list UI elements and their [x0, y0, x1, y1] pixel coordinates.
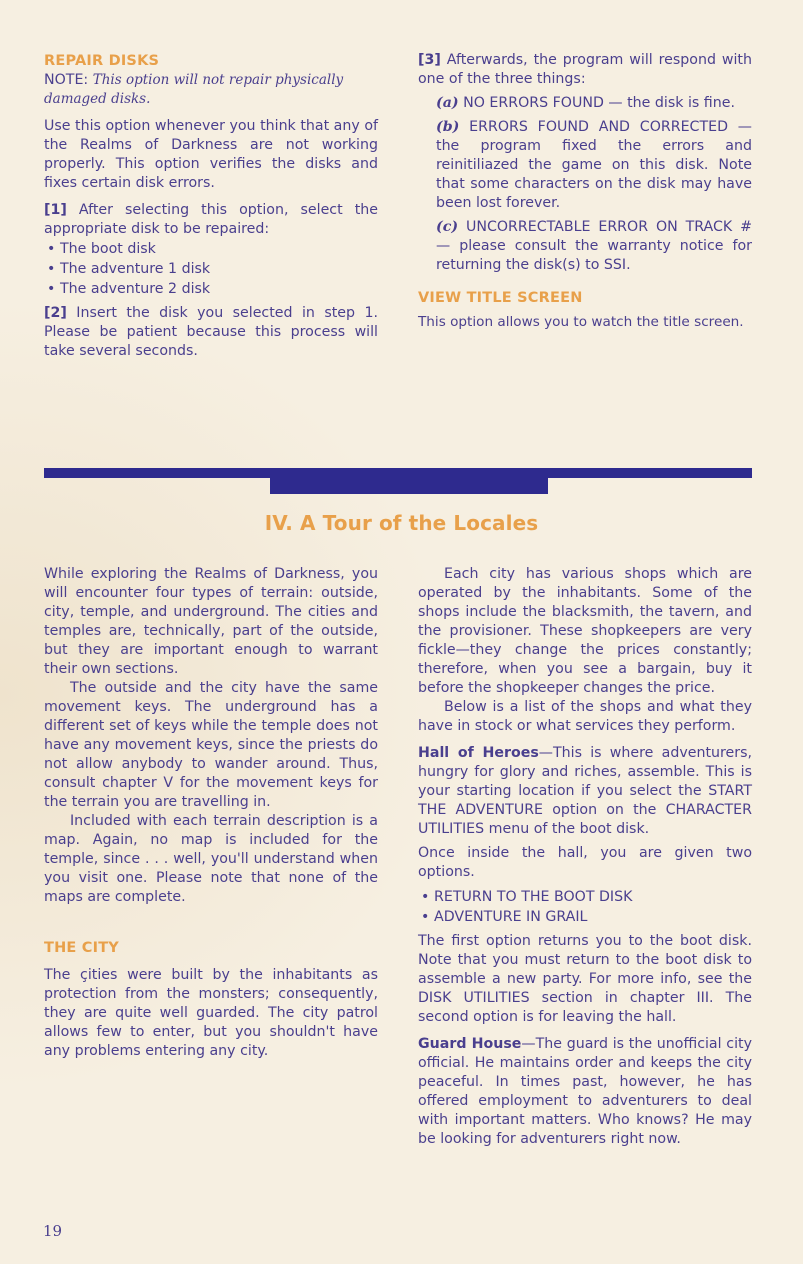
the-city-heading: THE CITY — [44, 940, 120, 956]
hall-options-list — [418, 887, 752, 927]
shops-paragraph-1: Each city has various shops which are operated by the inhabitants. Some of the shops include the blacksmith, the tavern, and the provisioner. These shopkeepers are very fickle—they change the prices constantly; therefore, when you see a bargain, buy it before the shopkeeper changes the price. — [418, 566, 752, 696]
intro-paragraph-1: While exploring the Realms of Darkness, you will encounter four types of terrain: outside, city, temple, and underground. The cities and temples are, technically, part of the outside, but they are important enough to warrant their own sections. — [44, 566, 378, 677]
step-1-text: After selecting this option, select the appropriate disk to be repaired: — [44, 202, 378, 237]
result-b-text: ERRORS FOUND AND CORRECTED — the program fixed the errors and reinitiliazed the game on this disk. Note that some characters on the disk may have been lost forever. — [436, 119, 752, 211]
the-city-text: The çities were built by the inhabitants as protection from the monsters; consequently, they are quite well guarded. The city patrol allows few to enter, but you shouldn't have any problems entering any city. — [44, 967, 378, 1059]
repair-intro: Use this option whenever you think that any of the Realms of Darkness are not working properly. This option verifies the disks and fixes certain disk errors. — [44, 118, 378, 191]
result-c-text: UNCORRECTABLE ERROR ON TRACK # — please consult the warranty notice for returning the disk(s) to SSI. — [436, 219, 752, 273]
repair-disks-heading: REPAIR DISKS — [44, 53, 160, 69]
step-2-label: [2] — [44, 305, 67, 321]
page-number: 19 — [43, 1222, 63, 1240]
intro-paragraph-3: Included with each terrain description is a map. Again, no map is included for the temple, since . . . well, you'll understand when you visit one. Please note that none of the maps are complete. — [44, 813, 378, 905]
note-text: This option will not repair physically damaged disks. — [44, 72, 344, 107]
hall-options-intro: Once inside the hall, you are given two options. — [418, 845, 752, 880]
hall-of-heroes-label: Hall of Heroes — [418, 745, 539, 761]
guard-house-entry — [418, 1035, 752, 1149]
hall-option-item: • ADVENTURE IN GRAIL — [418, 907, 752, 927]
note-label: NOTE: — [44, 72, 93, 88]
hall-options-explanation: The first option returns you to the boot disk. Note that you must return to the boot disk to assemble a new party. For more info, see the DISK UTILITIES section in chapter III. The second option is for leaving the hall. — [418, 933, 752, 1025]
view-title-screen-text: This option allows you to watch the title screen. — [418, 314, 744, 330]
repair-note — [44, 71, 378, 109]
result-a-label: (a) — [436, 95, 459, 111]
hall-of-heroes-entry — [418, 744, 752, 839]
result-a-text: NO ERRORS FOUND — the disk is fine. — [458, 95, 735, 111]
chapter-title: IV. A Tour of the Locales — [264, 511, 539, 535]
repair-step-2 — [44, 304, 378, 361]
city-shops-section — [418, 565, 752, 1149]
locales-intro-section — [44, 565, 378, 1061]
step-2-text: Insert the disk you selected in step 1. Please be patient because this process will take several seconds. — [44, 305, 378, 359]
step-3-text: Afterwards, the program will respond with one of the three things: — [418, 52, 752, 87]
chapter-divider-thick-bar — [270, 468, 548, 494]
disk-list-item: • The adventure 1 disk — [44, 259, 378, 279]
repair-step-3 — [418, 51, 752, 89]
result-item-a — [418, 94, 752, 113]
shops-paragraph-2: Below is a list of the shops and what they have in stock or what services they perform. — [418, 699, 752, 734]
result-b-label: (b) — [436, 119, 460, 135]
guard-house-label: Guard House — [418, 1036, 522, 1052]
repair-results-section — [418, 51, 752, 332]
repair-step-1 — [44, 201, 378, 239]
step-1-label: [1] — [44, 202, 67, 218]
guard-house-text: —The guard is the unofficial city official. He maintains order and keeps the city peaceful. In times past, however, he has offered employment to adventurers to deal with important matters. Who knows? He may be looking for adventurers right now. — [418, 1036, 752, 1147]
view-title-screen-heading: VIEW TITLE SCREEN — [418, 290, 583, 306]
hall-option-item: • RETURN TO THE BOOT DISK — [418, 887, 752, 907]
result-c-label: (c) — [436, 219, 459, 235]
hall-of-heroes-text: —This is where adventurers, hungry for glory and riches, assemble. This is your starting location if you select the START THE ADVENTURE option on the CHARACTER UTILITIES menu of the boot disk. — [418, 745, 752, 837]
result-item-c — [418, 218, 752, 275]
disk-list — [44, 239, 378, 299]
disk-list-item: • The adventure 2 disk — [44, 279, 378, 299]
disk-list-item: • The boot disk — [44, 239, 378, 259]
step-3-label: [3] — [418, 52, 441, 68]
repair-disks-section — [44, 52, 378, 361]
intro-paragraph-2: The outside and the city have the same movement keys. The underground has a different set of keys while the temple does not have any movement keys, since the priests do not allow anybody to wander around. Thus, consult chapter V for the movement keys for the terrain you are travelling in. — [44, 680, 378, 810]
result-item-b — [418, 118, 752, 213]
